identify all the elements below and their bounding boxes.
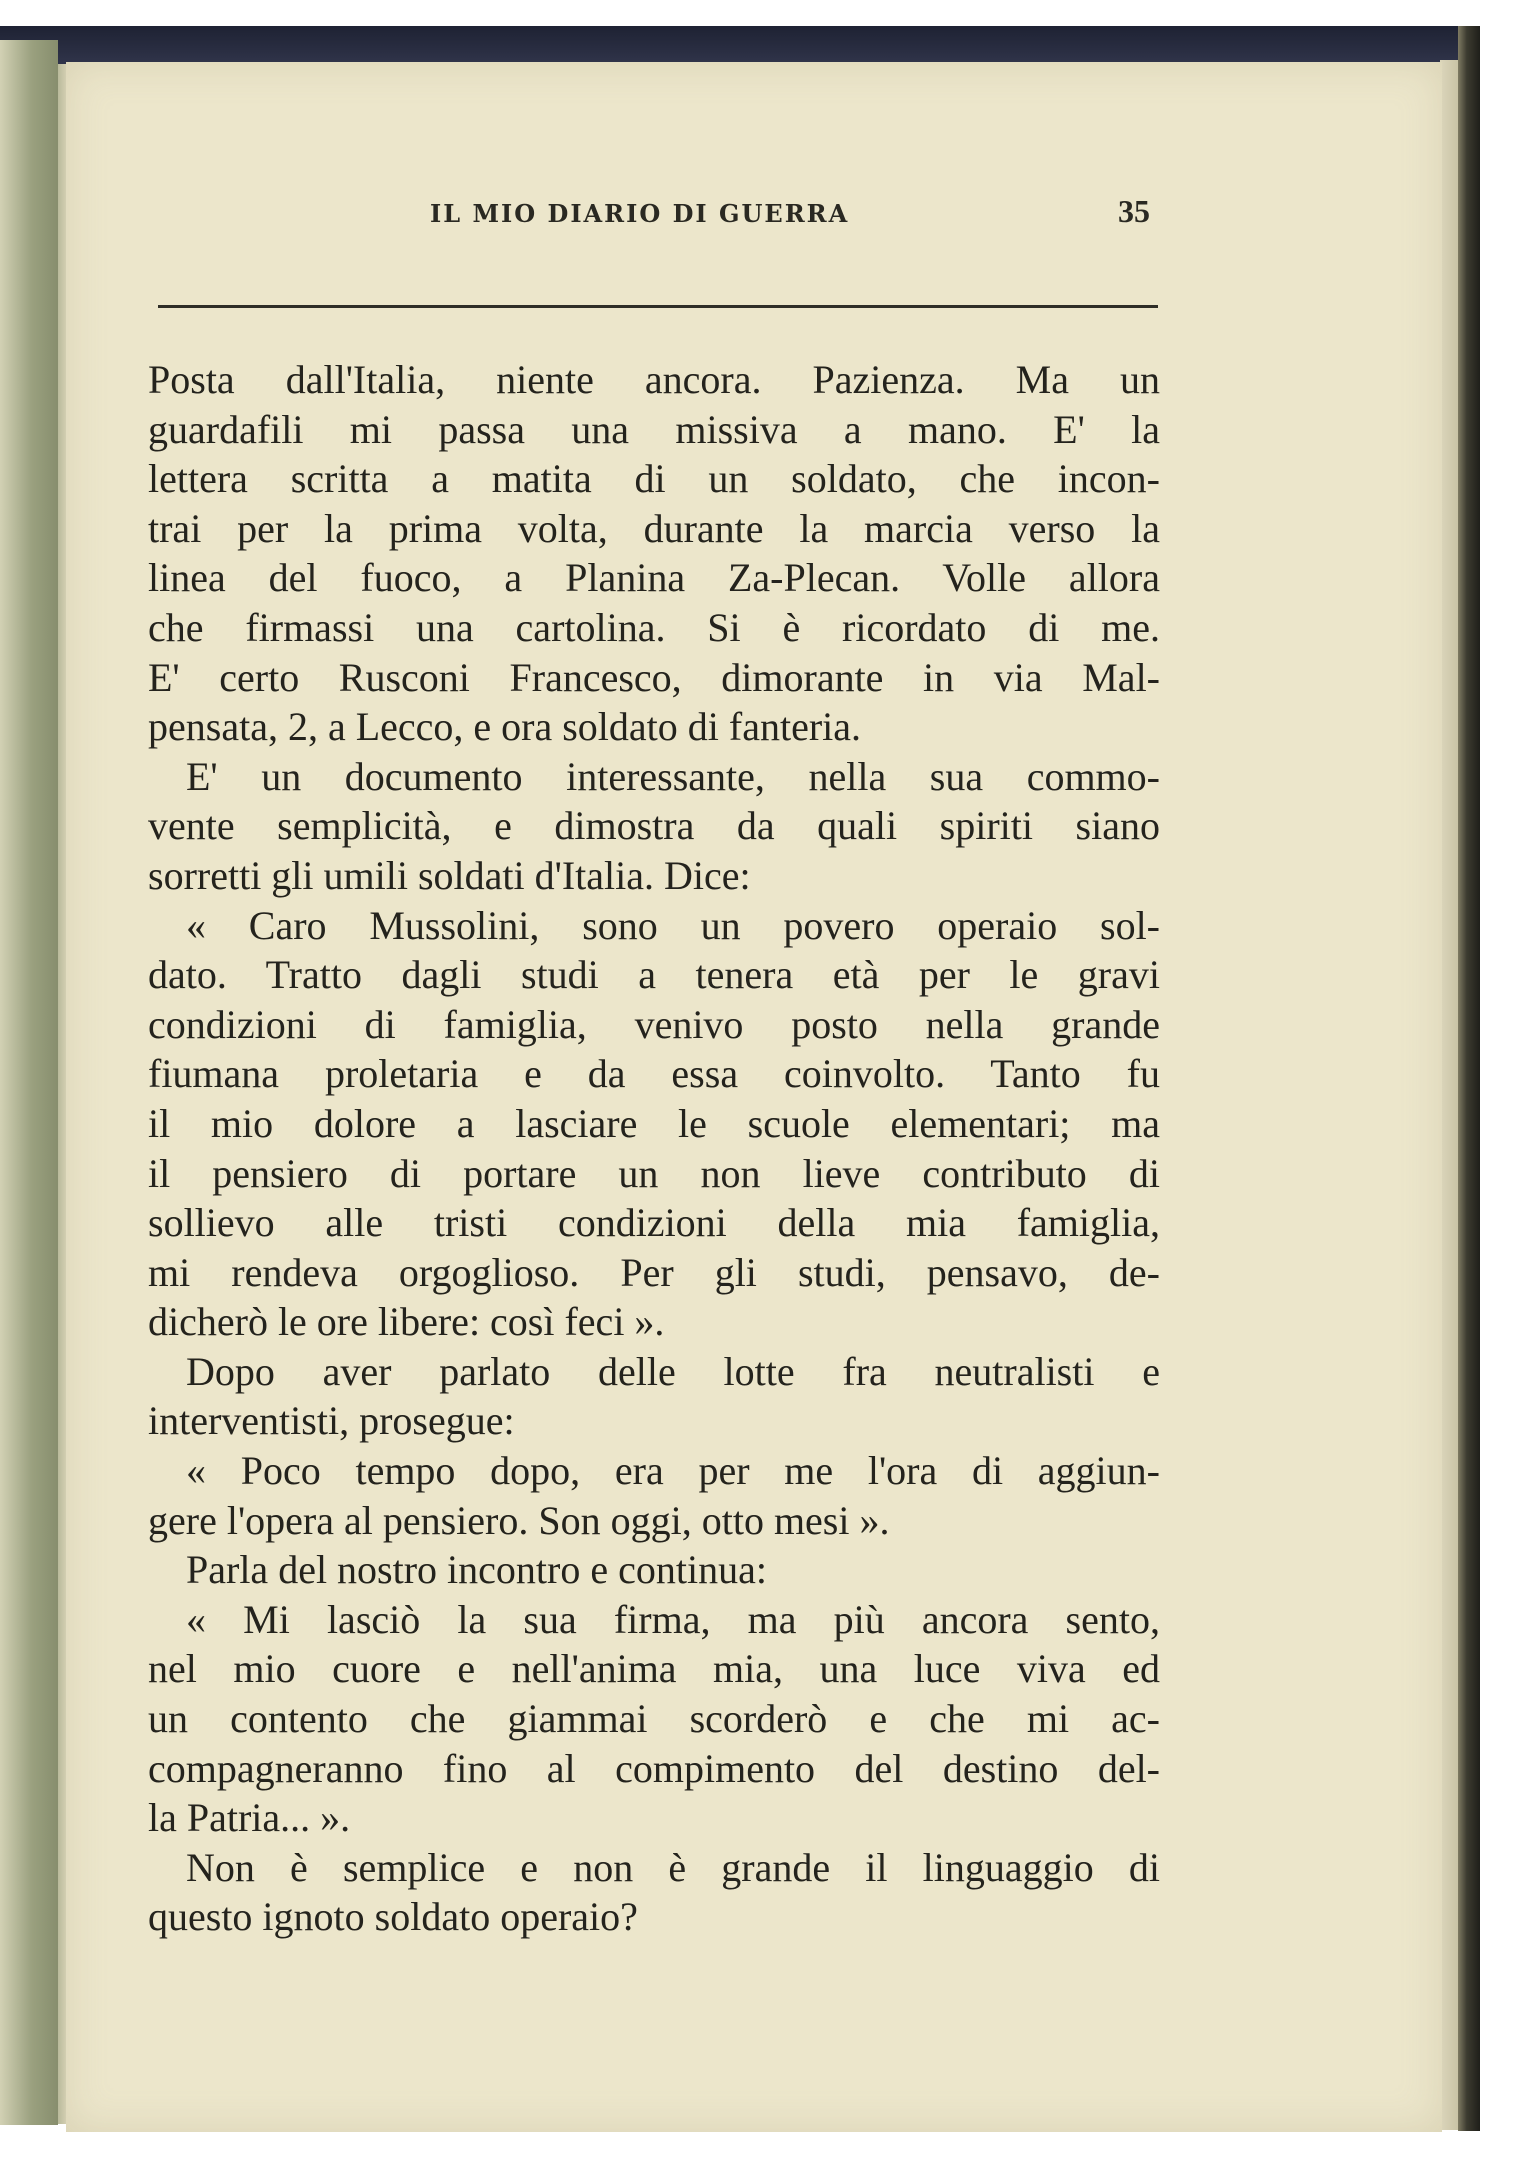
- text-line: Dopo aver parlato delle lotte fra neutralisti e: [186, 1348, 1160, 1394]
- text-line: Parla del nostro incontro e continua:: [186, 1547, 767, 1593]
- text-line: « Poco tempo dopo, era per me l'ora di aggiun-: [186, 1448, 1160, 1494]
- text-line: pensata, 2, a Lecco, e ora soldato di fanteria.: [148, 704, 862, 750]
- text-line: « Mi lasciò la sua firma, ma più ancora sento,: [186, 1596, 1160, 1642]
- page-number: 35: [1118, 193, 1150, 229]
- text-line: compagneranno fino al compimento del destino del-: [148, 1745, 1160, 1791]
- text-line: la Patria... ».: [148, 1795, 351, 1841]
- text-line: « Caro Mussolini, sono un povero operaio sol-: [186, 902, 1160, 948]
- page-stack-edge: [1440, 60, 1458, 2130]
- text-line: sorretti gli umili soldati d'Italia. Dice:: [148, 852, 751, 898]
- text-line: condizioni di famiglia, venivo posto nella grande: [148, 1001, 1160, 1047]
- text-line: vente semplicità, e dimostra da quali spiriti siano: [148, 803, 1160, 849]
- text-line: questo ignoto soldato operaio?: [148, 1894, 638, 1940]
- book-left-edge: [0, 40, 58, 2125]
- text-line: linea del fuoco, a Planina Za-Plecan. Volle allora: [148, 555, 1160, 601]
- text-line: sollievo alle tristi condizioni della mia famiglia,: [148, 1200, 1160, 1246]
- text-line: che firmassi una cartolina. Si è ricordato di me.: [148, 604, 1160, 650]
- text-line: E' un documento interessante, nella sua commo-: [186, 753, 1160, 799]
- text-line: trai per la prima volta, durante la marcia verso la: [148, 505, 1160, 551]
- text-line: mi rendeva orgoglioso. Per gli studi, pensavo, de-: [148, 1249, 1160, 1295]
- text-line: nel mio cuore e nell'anima mia, una luce viva ed: [148, 1646, 1160, 1692]
- text-line: gere l'opera al pensiero. Son oggi, otto mesi ».: [148, 1497, 890, 1543]
- text-line: E' certo Rusconi Francesco, dimorante in via Mal-: [148, 654, 1160, 700]
- book-cover-edge: [1458, 26, 1480, 2131]
- header-rule: [158, 305, 1158, 308]
- text-line: dato. Tratto dagli studi a tenera età per le gravi: [148, 952, 1160, 998]
- book-top-edge: [0, 26, 1475, 64]
- text-line: il mio dolore a lasciare le scuole elementari; ma: [148, 1100, 1160, 1146]
- text-line: dicherò le ore libere: così feci ».: [148, 1299, 665, 1345]
- text-line: guardafili mi passa una missiva a mano. E' la: [148, 406, 1160, 452]
- text-line: un contento che giammai scorderò e che mi ac-: [148, 1696, 1160, 1742]
- text-line: interventisti, prosegue:: [148, 1398, 515, 1444]
- text-line: Non è semplice e non è grande il linguaggio di: [186, 1844, 1160, 1890]
- body-text: [148, 355, 1160, 1942]
- text-line: Posta dall'Italia, niente ancora. Pazienza. Ma un: [148, 357, 1160, 402]
- text-line: fiumana proletaria e da essa coinvolto. Tanto fu: [148, 1051, 1160, 1097]
- running-header: [430, 193, 1160, 233]
- running-title: IL MIO DIARIO DI GUERRA: [430, 199, 850, 228]
- text-line: lettera scritta a matita di un soldato, che incon-: [148, 456, 1160, 502]
- text-line: il pensiero di portare un non lieve contributo di: [148, 1150, 1160, 1196]
